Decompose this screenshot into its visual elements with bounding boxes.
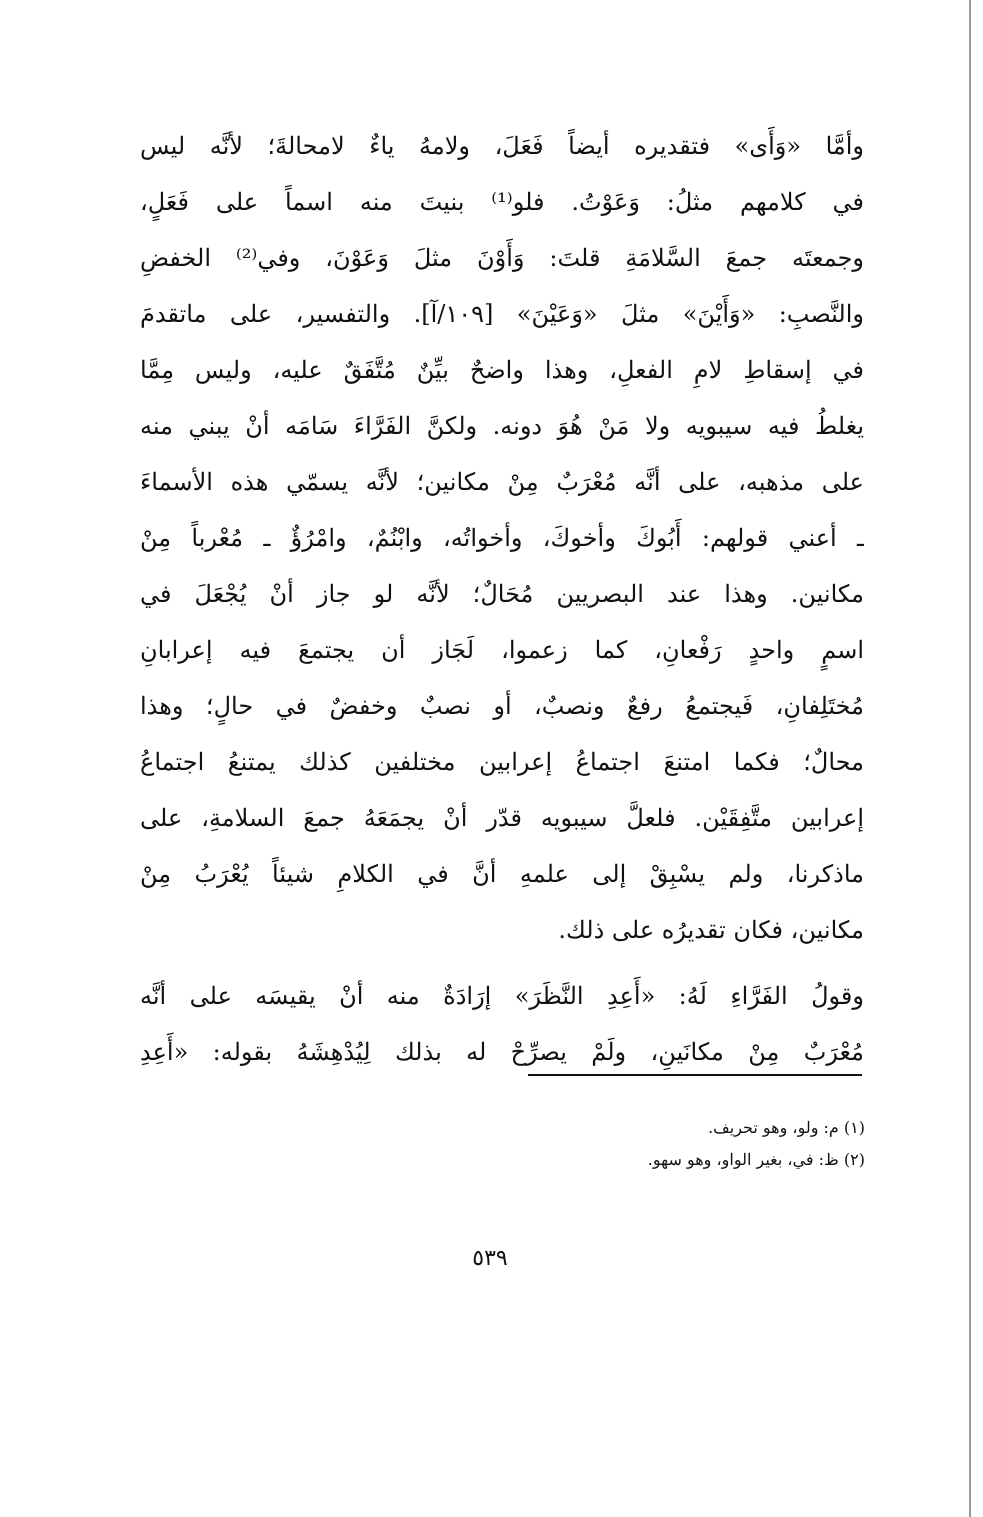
- text-line: في إسقاطِ لامِ الفعلِ، وهذا واضحٌ بيِّنٌ مُتَّفَقٌ عليه، وليس مِمَّا: [140, 356, 864, 384]
- footnote-2: (٢) ظ: في، بغير الواو، وهو سهو.: [647, 1150, 865, 1169]
- text-line: محالٌ؛ فكما امتنعَ اجتماعُ إعرابين مختلفين كذلك يمتنعُ اجتماعُ: [140, 748, 864, 776]
- paragraph: [140, 118, 864, 958]
- text-line: مُختَلِفانِ، فَيجتمعُ رفعٌ ونصبٌ، أو نصبٌ وخفضٌ في حالٍ؛ وهذا: [140, 692, 864, 720]
- page-number: ٥٣٩: [472, 1246, 508, 1271]
- text-line: مُعْرَبٌ مِنْ مكانَينِ، ولَمْ يصرِّحْ له بذلك لِيُدْهِشَهُ بقوله: «أَعِدِ: [140, 1038, 864, 1066]
- text-line: والنَّصبِ: «وَأَيْنَ» مثلَ «وَعَيْنَ» [١٠٩/آ]. والتفسير، على ماتقدمَ: [140, 300, 864, 328]
- text-line: ماذكرنا، ولم يسْبِقْ إلى علمهِ أنَّ في الكلامِ شيئاً يُعْرَبُ مِنْ: [140, 860, 864, 888]
- main-text: [140, 118, 864, 1080]
- text-line: على مذهبه، على أنَّه مُعْرَبٌ مِنْ مكانين؛ لأنَّه يسمّي هذه الأسماءَ: [140, 468, 864, 496]
- text-line: إعرابين متَّفِقَيْن. فلعلَّ سيبويه قدّر أنْ يجمَعَهُ جمعَ السلامةِ، على: [140, 804, 864, 832]
- page-edge-line: [969, 0, 971, 1517]
- text-line: مكانين، فكان تقديرُه على ذلك.: [558, 916, 864, 944]
- text-line: ـ أعني قولهم: أَبُوكَ وأخوكَ، وأخواتُه، وابْنُمٌ، وامْرُؤٌ ـ مُعْرباً مِنْ: [140, 524, 864, 552]
- footnote-separator: [528, 1074, 862, 1076]
- text-line: في كلامهم مثلُ: وَعَوْتُ. فلو⁽¹⁾ بنيتَ منه اسماً على فَعَلٍ،: [140, 188, 864, 216]
- text-line: مكانين. وهذا عند البصريين مُحَالٌ؛ لأنَّه لو جاز أنْ يُجْعَلَ في: [140, 580, 864, 608]
- paragraph-gap: [140, 958, 864, 968]
- footnotes: [400, 1112, 865, 1176]
- footnote-1: (١) م: ولو، وهو تحريف.: [708, 1118, 865, 1137]
- text-line: وقولُ الفَرَّاءِ لَهُ: «أَعِدِ النَّظَرَ» إرَادَةٌ منه أنْ يقيسَه على أنَّه: [140, 982, 864, 1010]
- text-line: وجمعتَه جمعَ السَّلامَةِ قلتَ: وَأَوْنَ مثلَ وَعَوْنَ، وفي⁽²⁾ الخفضِ: [140, 244, 864, 272]
- text-line: يغلطُ فيه سيبويه ولا مَنْ هُوَ دونه. ولكنَّ الفَرَّاءَ سَامَه أنْ يبني منه: [140, 412, 864, 440]
- text-line: وأمَّا «وَأَى» فتقديره أيضاً فَعَلَ، ولامهُ ياءٌ لامحالةَ؛ لأنَّه ليس: [140, 132, 864, 160]
- paragraph: [140, 968, 864, 1080]
- text-line: اسمٍ واحدٍ رَفْعانِ، كما زعموا، لَجَاز أن يجتمعَ فيه إعرابانِ: [140, 636, 864, 664]
